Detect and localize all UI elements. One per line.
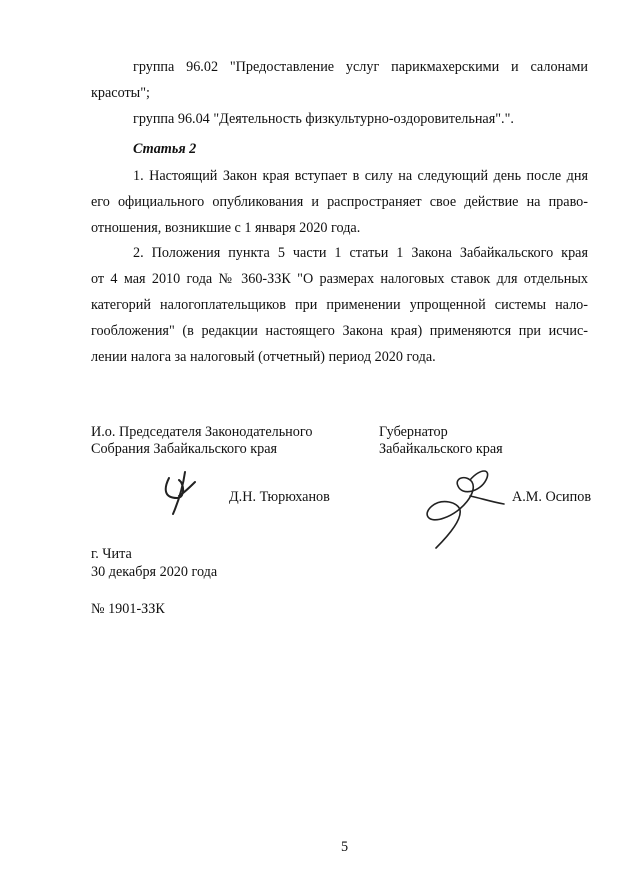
right-signatory-name: А.М. Осипов: [512, 489, 592, 505]
article-heading: Статья 2: [133, 141, 197, 157]
group-9604-line: группа 96.04 "Деятельность физкультурно-оздоровительная".".: [133, 111, 514, 127]
left-signatory-name: Д.Н. Тюрюханов: [229, 489, 330, 505]
page-number: 5: [341, 839, 349, 855]
right-signatory-title-line1: Губернатор: [379, 424, 448, 440]
left-signatory-title-line1: И.о. Председателя Законодательного: [91, 424, 313, 440]
article-p1-line2: его официального опубликования и распространяет свое действие на право-: [91, 194, 588, 210]
right-handwritten-signature: [418, 462, 513, 554]
group-9602-line2: красоты";: [91, 85, 150, 101]
article-p2-line5: лении налога за налоговый (отчетный) период 2020 года.: [91, 349, 436, 365]
article-p2-line3: категорий налогоплательщиков при применении упрощенной системы нало-: [91, 297, 588, 313]
right-signatory-title-line2: Забайкальского края: [379, 441, 503, 457]
article-p1-line3: отношения, возникшие с 1 января 2020 года.: [91, 220, 361, 236]
article-p2-line4: гообложения" (в редакции настоящего Закона края) применяются при исчис-: [91, 323, 588, 339]
city: г. Чита: [91, 546, 132, 562]
article-p2-line1: 2. Положения пункта 5 части 1 статьи 1 Закона Забайкальского края: [133, 245, 588, 261]
group-9602-line1: группа 96.02 "Предоставление услуг парикмахерскими и салонами: [133, 59, 588, 75]
article-p1-line1: 1. Настоящий Закон края вступает в силу на следующий день после дня: [133, 168, 588, 184]
article-p2-line2: от 4 мая 2010 года № 360-ЗЗК "О размерах налоговых ставок для отдельных: [91, 271, 588, 287]
document-number: № 1901-ЗЗК: [91, 601, 165, 617]
document-date: 30 декабря 2020 года: [91, 564, 218, 580]
left-handwritten-signature: [155, 468, 225, 518]
left-signatory-title-line2: Собрания Забайкальского края: [91, 441, 278, 457]
